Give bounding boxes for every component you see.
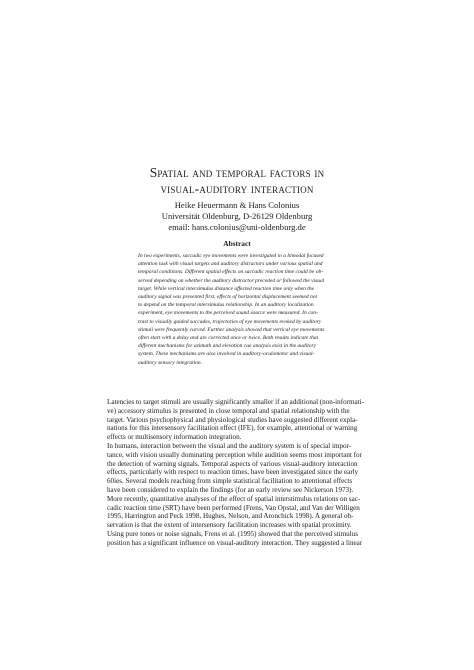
title-line: visual-auditory interaction <box>160 181 314 196</box>
body-line: nations for this intersensory facilitation effect (IFE), for example, attentional or warning <box>107 424 358 433</box>
abstract-heading: Abstract <box>223 239 251 248</box>
author-affiliation: Universität Oldenburg, D-26129 Oldenburg <box>161 211 313 221</box>
abstract-line: experiment, eye movements to the perceived sound source were measured. In con- <box>138 310 318 317</box>
abstract-line: auditory signal was presented first, effects of horizontal displacement seemed not <box>138 294 317 301</box>
abstract-line: temporal conditions. Different spatial effects on saccadic reaction time could be ob- <box>138 269 324 276</box>
body-line: Latencies to target stimuli are usually significantly smaller if an additional (non-informati- <box>107 398 364 406</box>
author-email: email: hans.colonius@uni-oldenburg.de <box>168 222 306 232</box>
abstract-line: In two experiments, saccadic eye movements were investigated in a bimodal focused <box>138 253 324 259</box>
body-line: In humans, interaction between the visual and the auditory system is of special impor- <box>107 441 352 450</box>
body-line: 1995, Harrington and Peck 1998, Hughes, Nelson, and Aronchick 1998). A general ob- <box>107 512 354 521</box>
author-block <box>0 200 474 233</box>
title-line: Spatial and temporal factors in <box>149 165 325 180</box>
abstract-line: auditory sensory integration. <box>138 359 203 366</box>
body-paragraph <box>107 442 367 548</box>
body-line: Using pure tones or noise signals, Frens et al. (1995) showed that the perceived stimulus <box>107 529 358 538</box>
abstract-line: stimuli were frequently curved. Further analysis showed that vertical eye movements <box>138 326 325 333</box>
abstract-text <box>138 252 336 367</box>
body-line: tance, with vision usually dominating perception while audition seems most important for <box>107 450 362 459</box>
body-line: target. Various psychophysical and physiological studies have suggested different expla- <box>107 415 358 424</box>
abstract-line: system. These mechanisms are also involved in auditory-oculomotor and visual- <box>138 351 315 358</box>
author-names: Heike Heuermann & Hans Colonius <box>174 200 300 210</box>
body-line: position has a significant influence on visual-auditory interaction. They suggested a linear <box>107 538 363 547</box>
body-line: 60ies. Several models reaching from simple statistical facilitation to attentional effects <box>107 477 353 486</box>
body-line: the detection of warning signals. Temporal aspects of various visual-auditory interaction <box>107 459 358 468</box>
body-line: ve) accessory stimulus is presented in close temporal and spatial relationship with the <box>107 406 350 415</box>
body-line: More recently, quantitative analyses of the effect of spatial interstimulus relations on sac- <box>107 494 361 503</box>
abstract-line: different mechanisms for azimuth and elevation cue analysis exist in the auditory <box>138 343 317 350</box>
abstract-line: attention task with visual targets and auditory distractors under various spatial and <box>138 261 323 268</box>
body-line: cadic reaction time (SRT) have been performed (Frens, Van Opstal, and Van der Willigen <box>107 503 360 512</box>
abstract-line: target. While vertical intersimulus distance affected reaction time only when the <box>138 285 315 292</box>
abstract-line: to depend on the temporal intersimulus relationship. In an auditory localization <box>138 302 314 309</box>
body-line: effects or multisensory information integration. <box>107 433 242 442</box>
body-line: servation is that the extent of intersensory facilitation increases with spatial proximity. <box>107 521 352 530</box>
body-line: have been considered to explain the findings (for an early review see Nickerson 1973). <box>107 485 354 494</box>
body-text <box>107 398 367 548</box>
paper-title <box>0 165 474 197</box>
body-paragraph <box>107 398 367 442</box>
body-line: effects, particularly with respect to reaction times, have been investigated since the early <box>107 468 359 477</box>
abstract-line: trast to visually guided saccades, trajectories of eye movements evoked by auditory <box>138 318 322 325</box>
abstract-line: often start with a delay and are corrected once or twice. Both results indicate that <box>138 335 319 342</box>
abstract-line: served depending on whether the auditory distractor preceded or followed the visual <box>138 277 325 284</box>
